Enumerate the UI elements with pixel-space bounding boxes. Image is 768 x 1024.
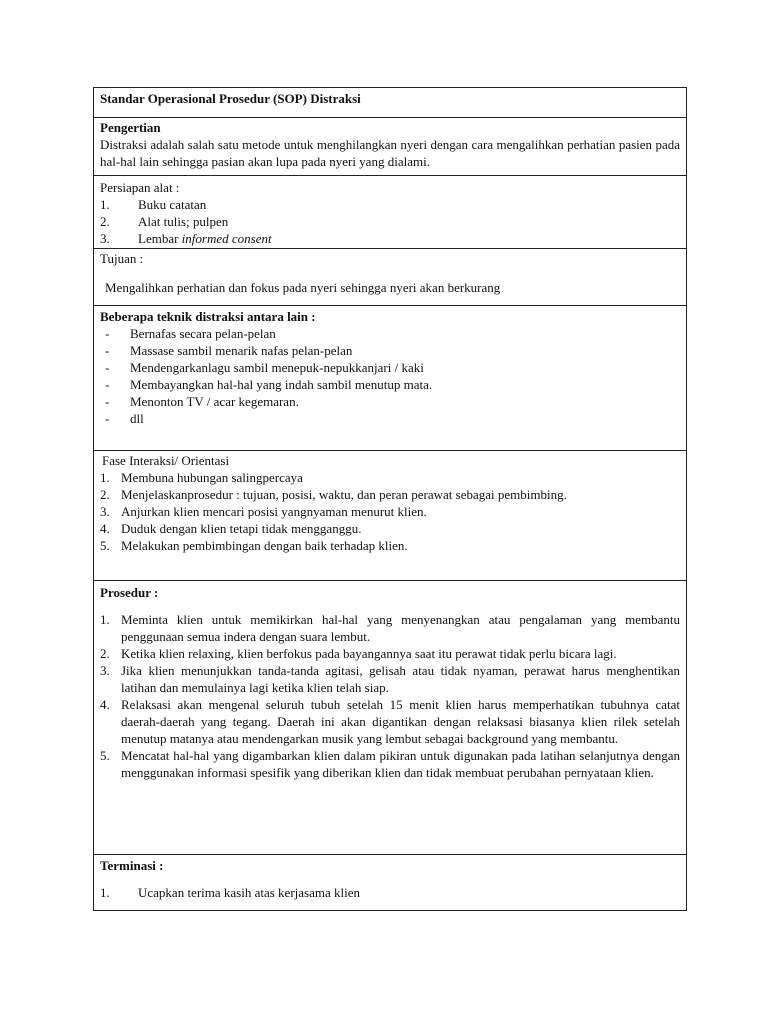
item-text: Mencatat hal-hal yang digambarkan klien dalam pikiran untuk digunakan pada latihan selanjutnya dengan menggunakan informasi spesifik yang diberikan klien dan tidak membuat perubahan pernyataan klien. — [121, 748, 680, 780]
prosedur-list — [100, 611, 680, 781]
item-bullet: - — [105, 411, 110, 426]
list-item — [100, 230, 680, 247]
item-number: 3. — [100, 504, 110, 519]
item-number: 2. — [100, 487, 110, 502]
item-number: 4. — [100, 697, 110, 712]
tujuan-heading: Tujuan : — [100, 251, 144, 266]
list-item — [100, 520, 680, 537]
item-bullet: - — [105, 377, 110, 392]
item-text: Melakukan pembimbingan dengan baik terhadap klien. — [121, 538, 408, 553]
item-bullet: - — [105, 394, 110, 409]
item-text: Jika klien menunjukkan tanda-tanda agitasi, gelisah atau tidak nyaman, perawat harus menghentikan latihan dan memulainya lagi ketika klien telah siap. — [121, 663, 680, 695]
document-title: Standar Operasional Prosedur (SOP) Distraksi — [100, 91, 361, 106]
list-item — [100, 503, 680, 520]
prosedur-heading: Prosedur : — [100, 585, 159, 600]
item-text: Ketika klien relaxing, klien berfokus pada bayangannya saat itu perawat tidak perlu bicara lagi. — [121, 646, 617, 661]
terminasi-list — [100, 884, 680, 901]
pengertian-heading: Pengertian — [100, 120, 161, 135]
list-item — [100, 662, 680, 696]
item-text: Duduk dengan klien tetapi tidak mengganggu. — [121, 521, 362, 536]
item-text-italic: informed consent — [181, 231, 272, 246]
list-item — [105, 376, 680, 393]
list-item — [100, 884, 680, 901]
item-text: Menjelaskanprosedur : tujuan, posisi, waktu, dan peran perawat sebagai pembimbing. — [121, 487, 567, 502]
item-text: Anjurkan klien mencari posisi yangnyaman menurut klien. — [121, 504, 427, 519]
item-text: Mendengarkanlagu sambil menepuk-nepukkanjari / kaki — [130, 360, 424, 375]
teknik-list — [100, 325, 680, 427]
list-item — [100, 537, 680, 554]
persiapan-section — [94, 175, 686, 248]
item-number: 1. — [100, 885, 110, 900]
item-number: 3. — [100, 231, 110, 246]
list-item — [100, 196, 680, 213]
item-text: Massase sambil menarik nafas pelan-pelan — [130, 343, 353, 358]
fase-list — [100, 469, 680, 554]
persiapan-list — [100, 196, 680, 247]
item-number: 5. — [100, 538, 110, 553]
prosedur-section — [94, 580, 686, 854]
teknik-heading: Beberapa teknik distraksi antara lain : — [100, 309, 316, 324]
item-text: Relaksasi akan mengenal seluruh tubuh setelah 15 menit klien harus memperhatikan tubuhnya catat daerah-daerah yang tegang. Daerah ini akan digantikan dengan relaksasi biasanya klien rilek setelah menutup matanya atau mendengarkan musik yang lembut sebagai background yang membantu. — [121, 697, 680, 746]
list-item — [100, 213, 680, 230]
item-text: Alat tulis; pulpen — [138, 214, 229, 229]
list-item — [100, 747, 680, 781]
list-item — [105, 325, 680, 342]
item-text — [138, 230, 272, 247]
fase-section — [94, 450, 686, 580]
tujuan-text: Mengalihkan perhatian dan fokus pada nyeri sehingga nyeri akan berkurang — [105, 280, 501, 295]
item-number: 1. — [100, 197, 110, 212]
list-item — [100, 611, 680, 645]
pengertian-text: Distraksi adalah salah satu metode untuk menghilangkan nyeri dengan cara mengalihkan perhatian pasien pada hal-hal lain sehingga pasian akan lupa pada nyeri yang dialami. — [100, 137, 680, 169]
item-bullet: - — [105, 326, 110, 341]
item-text: Ucapkan terima kasih atas kerjasama klien — [138, 885, 360, 900]
item-text: Membayangkan hal-hal yang indah sambil menutup mata. — [130, 377, 433, 392]
item-number: 1. — [100, 470, 110, 485]
item-number: 3. — [100, 663, 110, 678]
teknik-section — [94, 305, 686, 450]
item-bullet: - — [105, 360, 110, 375]
item-number: 2. — [100, 646, 110, 661]
persiapan-heading: Persiapan alat : — [100, 180, 180, 195]
sop-table — [93, 87, 687, 911]
item-text: Bernafas secara pelan-pelan — [130, 326, 276, 341]
terminasi-section — [94, 854, 686, 910]
item-text-plain: Lembar — [138, 231, 182, 246]
list-item — [100, 696, 680, 747]
item-number: 5. — [100, 748, 110, 763]
list-item — [105, 393, 680, 410]
item-text: dll — [130, 411, 144, 426]
list-item — [100, 486, 680, 503]
list-item — [105, 342, 680, 359]
list-item — [100, 645, 680, 662]
item-text: Meminta klien untuk memikirkan hal-hal yang menyenangkan atau pengalaman yang membantu penggunaan semua indera dengan suara lembut. — [121, 612, 680, 644]
item-number: 4. — [100, 521, 110, 536]
item-number: 1. — [100, 612, 110, 627]
fase-heading: Fase Interaksi/ Orientasi — [102, 453, 230, 468]
item-text: Membuna hubungan salingpercaya — [121, 470, 303, 485]
item-text: Buku catatan — [138, 197, 207, 212]
title-row — [94, 88, 686, 117]
list-item — [100, 469, 680, 486]
list-item — [105, 410, 680, 427]
item-bullet: - — [105, 343, 110, 358]
pengertian-section — [94, 117, 686, 175]
terminasi-heading: Terminasi : — [100, 858, 164, 873]
tujuan-section — [94, 248, 686, 305]
list-item — [105, 359, 680, 376]
item-number: 2. — [100, 214, 110, 229]
item-text: Menonton TV / acar kegemaran. — [130, 394, 299, 409]
